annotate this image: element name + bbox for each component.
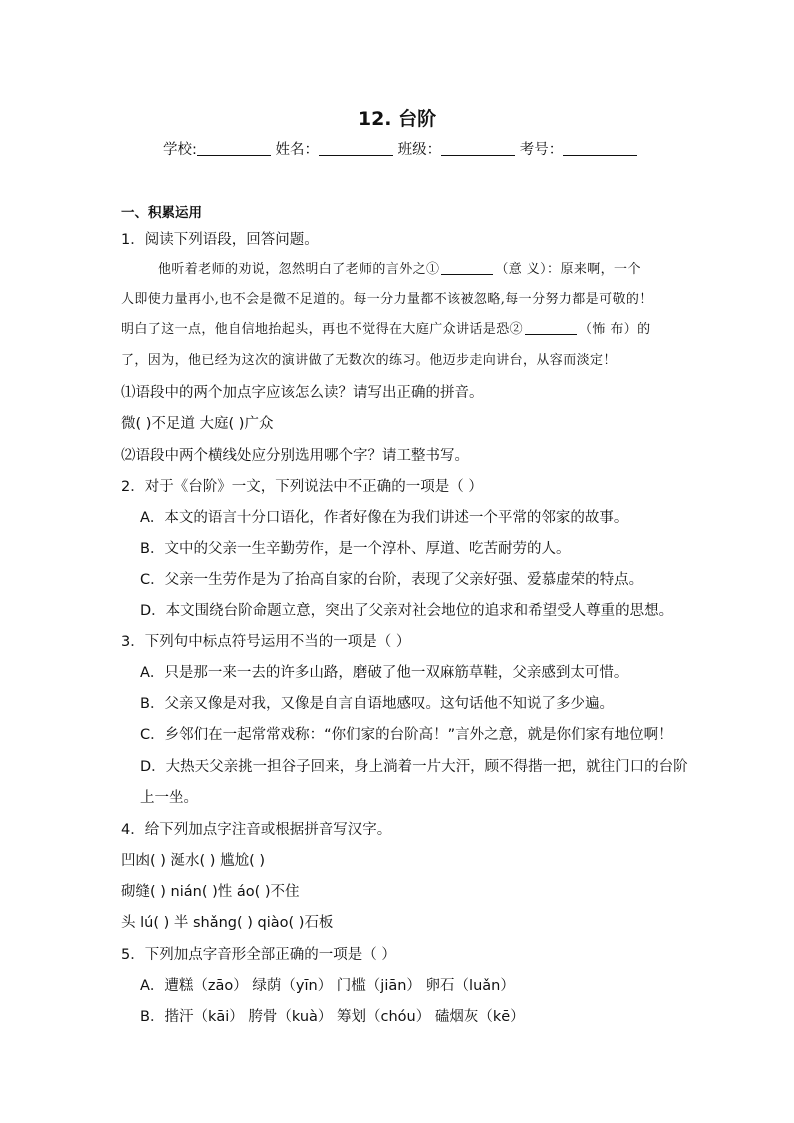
- q3-option-d[interactable]: D．大热天父亲挑一担谷子回来，身上淌着一片大汗，顾不得揩一把，就往门口的台阶: [140, 759, 688, 775]
- name-blank[interactable]: [319, 141, 393, 156]
- q2-option-d[interactable]: D．本文围绕台阶命题立意，突出了父亲对社会地位的追求和希望受人尊重的思想。: [140, 603, 674, 619]
- q3-stem: 3．下列句中标点符号运用不当的一项是（ ）: [121, 634, 411, 650]
- passage-text: （怖 布）的: [579, 322, 651, 337]
- exam-no-blank[interactable]: [563, 141, 637, 156]
- q4-row-1: 凹凼( ) 涎水( ) 尴尬( ): [121, 853, 265, 869]
- class-blank[interactable]: [441, 141, 515, 156]
- q3-option-d-continued: 上一坐。: [140, 790, 198, 806]
- q5-option-a[interactable]: A．遭糕（zāo） 绿荫（yīn） 门槛（jiān） 卵石（luǎn）: [140, 978, 515, 994]
- q1-stem: 1．阅读下列语段，回答问题。: [121, 232, 319, 248]
- q1-passage-line2: 人即使力量再小,也不会是微不足道的。每一分力量都不该被忽略,每一分努力都是可敬的！: [121, 292, 653, 307]
- q1-sub1-answer-row: 微( )不足道 大庭( )广众: [121, 416, 274, 432]
- q2-option-c[interactable]: C．父亲一生劳作是为了抬高自家的台阶，表现了父亲好强、爱慕虚荣的特点。: [140, 572, 644, 588]
- page-title: 12. 台阶: [357, 108, 437, 130]
- q2-stem: 2．对于《台阶》一文，下列说法中不正确的一项是（ ）: [121, 479, 483, 495]
- student-info-row: [163, 138, 637, 159]
- q1-sub2: ⑵语段中两个横线处应分别选用哪个字？请工整书写。: [121, 448, 469, 464]
- q2-option-a[interactable]: A．本文的语言十分口语化，作者好像在为我们讲述一个平常的邻家的故事。: [140, 510, 629, 526]
- answer-blank-2[interactable]: [525, 322, 577, 335]
- q4-row-2: 砌缝( ) nián( )性 áo( )不住: [121, 884, 300, 900]
- q1-passage-line1: [158, 260, 641, 280]
- name-label: 姓名：: [275, 142, 319, 158]
- section-heading: 一、积累运用: [121, 205, 202, 221]
- q5-stem: 5．下列加点字音形全部正确的一项是（ ）: [121, 947, 396, 963]
- q5-option-b[interactable]: B．揩汗（kāi） 胯骨（kuà） 筹划（chóu） 磕烟灰（kē）: [140, 1009, 525, 1025]
- passage-text: 明白了这一点，他自信地抬起头，再也不觉得在大庭广众讲话是恐②: [121, 322, 524, 337]
- q3-option-c[interactable]: C．乡邻们在一起常常戏称：“你们家的台阶高！”言外之意，就是你们家有地位啊！: [140, 727, 673, 743]
- q2-option-b[interactable]: B．文中的父亲一生辛勤劳作，是一个淳朴、厚道、吃苦耐劳的人。: [140, 541, 571, 557]
- school-label: 学校:: [163, 142, 197, 158]
- school-blank[interactable]: [197, 141, 271, 156]
- q3-option-a[interactable]: A．只是那一来一去的许多山路，磨破了他一双麻筋草鞋，父亲感到太可惜。: [140, 665, 629, 681]
- exam-no-label: 考号：: [519, 142, 564, 158]
- q4-stem: 4．给下列加点字注音或根据拼音写汉字。: [121, 822, 392, 838]
- passage-text: （意 义）：原来啊，一个: [495, 262, 641, 277]
- q1-passage-line3: [121, 320, 651, 340]
- class-label: 班级：: [397, 142, 442, 158]
- q1-passage-line4: 了，因为，他已经为这次的演讲做了无数次的练习。他迈步走向讲台，从容而淡定！: [121, 353, 617, 368]
- q1-sub1: ⑴语段中的两个加点字应该怎么读？请写出正确的拼音。: [121, 385, 484, 401]
- answer-blank-1[interactable]: [441, 262, 493, 275]
- q3-option-b[interactable]: B．父亲又像是对我，又像是自言自语地感叹。这句话他不知说了多少遍。: [140, 696, 614, 712]
- q4-row-3: 头 lú( ) 半 shǎng( ) qiào( )石板: [121, 915, 334, 931]
- passage-text: 他听着老师的劝说，忽然明白了老师的言外之①: [158, 262, 440, 277]
